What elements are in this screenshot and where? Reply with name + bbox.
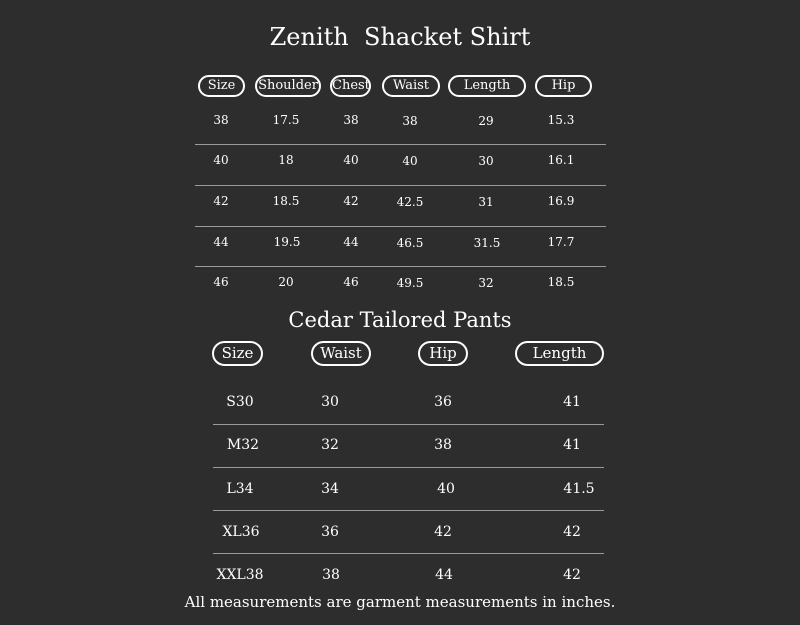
pants-cell-hip: 40 xyxy=(437,481,455,497)
shirt-cell-hip: 17.7 xyxy=(547,235,575,249)
pants-header-size: Size xyxy=(212,341,263,366)
pants-cell-size: XL36 xyxy=(222,524,260,540)
pants-row-divider xyxy=(213,553,604,554)
shirt-header-shoulder: Shoulder xyxy=(255,75,321,97)
shirt-cell-shoulder: 20 xyxy=(278,275,294,289)
pants-cell-waist: 36 xyxy=(321,524,339,540)
shirt-cell-chest: 46 xyxy=(343,275,359,289)
pants-cell-waist: 38 xyxy=(322,567,340,583)
shirt-cell-shoulder: 18.5 xyxy=(272,194,300,208)
shirt-cell-size: 40 xyxy=(213,153,229,167)
pants-title: Cedar Tailored Pants xyxy=(288,308,512,332)
pants-cell-hip: 38 xyxy=(434,437,452,453)
shirt-header-length: Length xyxy=(448,75,526,97)
pants-header-waist: Waist xyxy=(311,341,371,366)
pants-row-divider xyxy=(213,424,604,425)
shirt-cell-shoulder: 17.5 xyxy=(272,113,300,127)
shirt-header-size: Size xyxy=(198,75,245,97)
shirt-cell-size: 38 xyxy=(213,113,229,127)
pants-cell-hip: 36 xyxy=(434,394,452,410)
pants-row-divider xyxy=(213,467,604,468)
shirt-cell-length: 29 xyxy=(478,114,494,128)
pants-cell-length: 41 xyxy=(563,437,581,453)
pants-header-hip: Hip xyxy=(418,341,468,366)
shirt-cell-waist: 40 xyxy=(402,154,418,168)
pants-cell-length: 42 xyxy=(563,524,581,540)
pants-cell-size: XXL38 xyxy=(216,567,264,583)
shirt-cell-chest: 40 xyxy=(343,153,359,167)
shirt-cell-hip: 16.1 xyxy=(547,153,575,167)
shirt-cell-length: 32 xyxy=(478,276,494,290)
shirt-row-divider xyxy=(195,226,606,227)
pants-cell-size: L34 xyxy=(226,481,254,497)
shirt-row-divider xyxy=(195,144,606,145)
shirt-cell-waist: 46.5 xyxy=(396,236,424,250)
shirt-cell-hip: 15.3 xyxy=(547,113,575,127)
shirt-cell-hip: 18.5 xyxy=(547,275,575,289)
shirt-header-hip: Hip xyxy=(535,75,592,97)
shirt-title: Zenith Shacket Shirt xyxy=(269,23,531,51)
shirt-cell-shoulder: 18 xyxy=(278,153,294,167)
pants-cell-hip: 44 xyxy=(435,567,453,583)
shirt-cell-chest: 42 xyxy=(343,194,359,208)
shirt-cell-length: 31.5 xyxy=(473,236,501,250)
shirt-header-waist: Waist xyxy=(382,75,440,97)
pants-cell-waist: 34 xyxy=(321,481,339,497)
shirt-cell-hip: 16.9 xyxy=(547,194,575,208)
pants-header-length: Length xyxy=(515,341,604,366)
pants-row-divider xyxy=(213,510,604,511)
pants-cell-hip: 42 xyxy=(434,524,452,540)
pants-cell-size: M32 xyxy=(226,437,260,453)
pants-cell-waist: 32 xyxy=(321,437,339,453)
shirt-cell-length: 30 xyxy=(478,154,494,168)
shirt-cell-length: 31 xyxy=(478,195,494,209)
shirt-cell-waist: 42.5 xyxy=(396,195,424,209)
pants-cell-length: 41 xyxy=(563,394,581,410)
shirt-cell-size: 46 xyxy=(213,275,229,289)
shirt-cell-shoulder: 19.5 xyxy=(273,235,301,249)
shirt-header-chest: Chest xyxy=(330,75,371,97)
shirt-cell-chest: 44 xyxy=(343,235,359,249)
shirt-cell-size: 42 xyxy=(213,194,229,208)
pants-cell-waist: 30 xyxy=(321,394,339,410)
measurement-note: All measurements are garment measurements in inches. xyxy=(184,593,616,611)
pants-cell-length: 42 xyxy=(563,567,581,583)
shirt-row-divider xyxy=(195,266,606,267)
shirt-cell-waist: 49.5 xyxy=(396,276,424,290)
shirt-cell-waist: 38 xyxy=(402,114,418,128)
shirt-row-divider xyxy=(195,185,606,186)
shirt-cell-chest: 38 xyxy=(343,113,359,127)
shirt-cell-size: 44 xyxy=(213,235,229,249)
pants-cell-size: S30 xyxy=(226,394,254,410)
pants-cell-length: 41.5 xyxy=(563,481,595,497)
